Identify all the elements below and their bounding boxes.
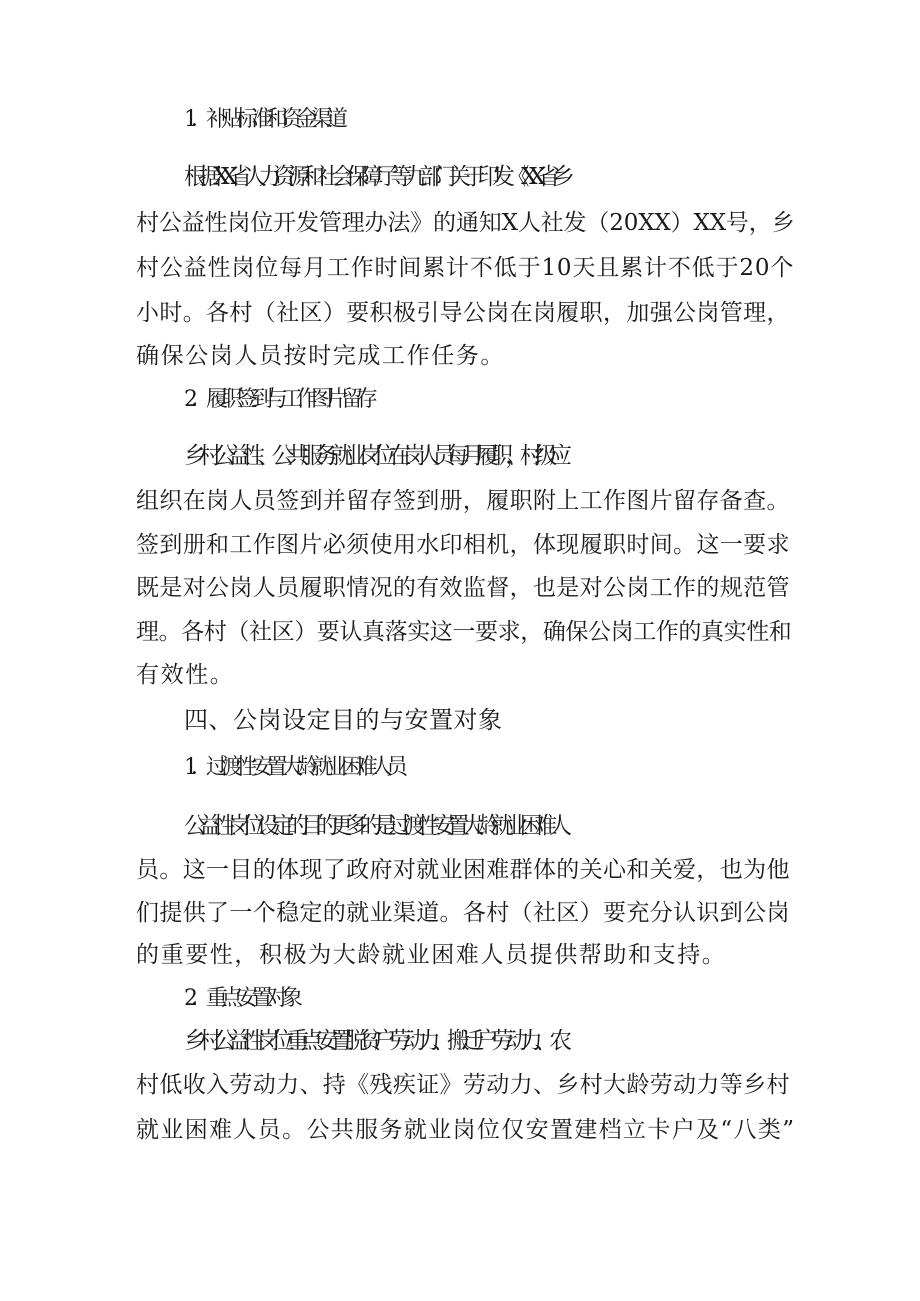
subsection-heading: 2．重点安置对象 <box>184 986 296 1011</box>
paragraph-line: 签到册和工作图片必须使用水印相机，体现履职时间。这一要求 <box>136 532 790 558</box>
paragraph-line: 确保公岗人员按时完成工作任务。 <box>136 343 505 369</box>
paragraph-line: 乡村公益性、公共服务就业岗位在岗人员每月履职，村级应 <box>184 443 564 469</box>
subsection-heading: 2．履职签到与工作图片留存 <box>184 387 371 412</box>
paragraph-line: 理。各村（社区）要认真落实这一要求，确保公岗工作的真实性和 <box>136 619 792 645</box>
subsection-heading: 1．过渡性安置大龄就业困难人员 <box>184 755 401 780</box>
paragraph-line: 的重要性，积极为大龄就业困难人员提供帮助和支持。 <box>136 942 727 968</box>
paragraph-line: 有效性。 <box>136 662 235 688</box>
paragraph-line: 小时。各村（社区）要积极引导公岗在岗履职，加强公岗管理， <box>136 300 790 326</box>
paragraph-line: 就业困难人员。公共服务就业岗位仅安置建档立卡户及“八类” <box>136 1117 796 1143</box>
paragraph-line: 员。这一目的体现了政府对就业困难群体的关心和关爱，也为他 <box>136 857 790 883</box>
subsection-heading: 1．补贴标准和资金渠道 <box>184 107 341 132</box>
paragraph-line: 村公益性岗位每月工作时间累计不低于10天且累计不低于20个 <box>136 255 795 281</box>
paragraph-line: 既是对公岗人员履职情况的有效监督，也是对公岗工作的规范管 <box>136 575 790 601</box>
paragraph-line: 公益性岗位设定的目的更多的是过渡性安置大龄就业困难人 <box>184 813 564 839</box>
section-title: 四、公岗设定目的与安置对象 <box>184 706 503 734</box>
paragraph-line: 们提供了一个稳定的就业渠道。各村（社区）要充分认识到公岗 <box>136 900 790 926</box>
paragraph-line: 村公益性岗位开发管理办法》的通知X人社发（20XX）XX号，乡 <box>136 210 795 236</box>
paragraph-line: 村低收入劳动力、持《残疾证》劳动力、乡村大龄劳动力等乡村 <box>136 1072 790 1098</box>
paragraph-line: 组织在岗人员签到并留存签到册，履职附上工作图片留存备查。 <box>136 488 790 514</box>
paragraph-line: 乡村公益性岗位重点安置脱贫户劳动力、搬迁户劳动力、农 <box>184 1028 564 1054</box>
paragraph-line: 根据XX省人力资源和社会保障厅等九部门关于印发《XX省乡 <box>184 164 567 190</box>
